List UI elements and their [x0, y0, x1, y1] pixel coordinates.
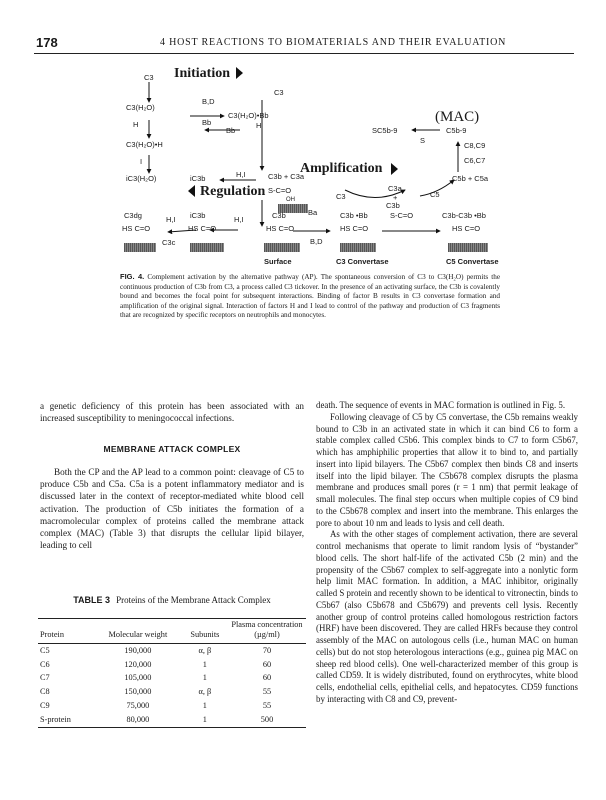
cell-weight: 150,000	[124, 687, 152, 697]
table-row	[38, 658, 306, 672]
table-row	[38, 699, 306, 713]
left-column	[40, 400, 304, 424]
label-bd: B,D	[202, 97, 215, 106]
label-ic3h2o: iC3(H₂O)	[126, 174, 157, 183]
table-title	[40, 595, 304, 605]
th-protein: Protein	[38, 619, 94, 644]
initiation-label: Initiation	[174, 66, 231, 81]
left-paragraph-2: Both the CP and the AP lead to a common point: cleavage of C5 to produce C5b and C5a. C5a is a potent inflammatory mediator and is discussed later in the context of receptor-mediated white blood cell activation. The production of C5b initiates the formation of a macromolecular complex of proteins called the membrane attack complex (MAC) (Table 3) that disrupts the cellular lipid bilayer, leading to cell	[40, 467, 304, 551]
label-h2: H	[256, 121, 262, 130]
label-c5b9: C5b-9	[446, 126, 467, 135]
cell-weight: 75,000	[126, 700, 150, 710]
label-ic3-1: iC3b	[190, 174, 206, 183]
label-i1: I	[140, 157, 143, 166]
table-caption: Proteins of the Membrane Attack Complex	[116, 595, 271, 605]
page-number: 178	[36, 35, 58, 50]
left-paragraph-1: a genetic deficiency of this protein has been associated with an increased susceptibility to meningococcal infections.	[40, 401, 304, 424]
cell-concentration: 55	[262, 687, 272, 697]
label-c3b-surf: C3b	[272, 211, 286, 220]
label-c3-amp: C3	[336, 192, 346, 201]
cell-subunits: 1	[182, 713, 228, 727]
label-hs-co3: HS C=O	[266, 224, 295, 233]
label-plus: +	[393, 193, 398, 202]
label-hs-co5: HS C=O	[452, 224, 481, 233]
label-oh: OH	[286, 197, 295, 203]
label-c8c9: C8,C9	[464, 141, 486, 150]
right-paragraph-2: Following cleavage of C5 by C5 convertase, the C5b remains weakly bound to C3b in an activated state in which it can bind C6 to form a stable complex called C5b6. This complex binds to C7 to form C5b67, which has amphiphilic properties that allow it to bind to, and partially insert into lipid bilayers. The C5b67 complex then binds C8 and inserts itself into the lipid bilayer. The C5b678 complex disrupts the plasma membrane and produces small pores (r = 1 nm) that permit leakage of small molecules. The final step occurs when multiple copies of C9 bind to the C5b678 complex and insert into the membrane. This enlarges the pore to about 10 nm and leads to lysis and cell death.	[316, 411, 578, 528]
label-h1: H	[133, 120, 139, 129]
table-row	[38, 713, 306, 727]
left-column-body	[40, 466, 304, 551]
label-s: S	[420, 136, 426, 145]
cell-protein: C5	[40, 645, 50, 655]
figure-caption-text: Complement activation by the alternative pathway (AP). The spontaneous conversion of C3 to C3(H₂O) permits the continuous production of C3b from C3, a process called C3 tickover. In the presence of an activating surface, the C3b is covalently bound and becomes the focal point for subsequent interactions. Binding of factor B results in C3 convertase formation and amplification of the original signal. Interaction of factors H and I lead to control of the pathway and production of C3 fragments that are recognized by specific receptors on neutrophils and monocytes.	[120, 273, 501, 320]
label-bb2: Bb	[226, 126, 236, 135]
label-sco2: S-C=O	[390, 211, 414, 220]
diagram-arrows	[0, 0, 606, 270]
label-hs-co2: HS C=O	[188, 224, 217, 233]
cell-subunits: 1	[202, 673, 207, 683]
figure-label: FIG. 4.	[120, 272, 145, 281]
amplification-arrow-icon	[391, 163, 398, 175]
label-c3h2obb: C3(H₂O)•Bb	[228, 111, 269, 120]
cell-subunits: α, β	[198, 645, 212, 655]
surface-bar-5	[340, 243, 376, 252]
label-c3-top: C3	[144, 73, 154, 82]
cell-subunits: 1	[202, 700, 207, 710]
label-c5: C5	[430, 190, 440, 199]
label-c3b-amp: C3b	[386, 201, 400, 210]
label-c3dg: C3dg	[124, 211, 142, 220]
right-column	[316, 400, 578, 706]
label-c5-convertase: C5 Convertase	[446, 257, 499, 266]
regulation-label: Regulation	[200, 184, 266, 199]
cell-subunits: α, β	[198, 687, 212, 697]
label-c3c: C3c	[162, 238, 176, 247]
label-hs-co4: HS C=O	[340, 224, 369, 233]
section-title: MEMBRANE ATTACK COMPLEX	[103, 444, 241, 454]
label-surface: Surface	[264, 257, 292, 266]
figure-caption	[120, 272, 500, 321]
cell-protein: C6	[40, 659, 50, 669]
cell-weight: 190,000	[124, 645, 152, 655]
cell-protein: S-protein	[38, 713, 94, 727]
table-row	[38, 644, 306, 658]
table-row	[38, 672, 306, 686]
label-c5b-c5a: C5b + C5a	[452, 174, 489, 183]
th-molecular-weight: Molecular weight	[94, 619, 182, 644]
cell-weight: 80,000	[94, 713, 182, 727]
label-c3bc3bbb: C3b-C3b •Bb	[442, 211, 486, 220]
th-subunits: Subunits	[182, 619, 228, 644]
table-label: TABLE 3	[73, 595, 111, 605]
label-ic3b-2: iC3b	[190, 211, 206, 220]
cell-concentration: 60	[262, 673, 272, 683]
label-c3bbb: C3b •Bb	[340, 211, 368, 220]
surface-bar-3	[190, 243, 224, 252]
th-plasma-concentration: Plasma concentration (µg/ml)	[228, 619, 306, 644]
label-c3a: C3a	[388, 184, 402, 193]
membrane-attack-table	[38, 618, 306, 728]
cell-weight: 105,000	[124, 673, 152, 683]
surface-bar-2	[124, 243, 156, 252]
label-c3-convertase: C3 Convertase	[336, 257, 389, 266]
cell-subunits: 1	[202, 659, 207, 669]
cell-protein: C8	[40, 687, 50, 697]
cell-concentration: 55	[262, 700, 272, 710]
label-sco1: S-C=O	[268, 186, 292, 195]
figure-4-diagram	[0, 0, 606, 270]
cell-concentration: 70	[262, 645, 272, 655]
initiation-arrow-icon	[236, 67, 243, 79]
cell-concentration: 500	[228, 713, 306, 727]
regulation-arrow-icon	[188, 185, 195, 197]
label-c3h2o: C3(H₂O)	[126, 103, 155, 112]
mac-label: (MAC)	[435, 109, 480, 125]
label-hs-co1: HS C=O	[122, 224, 151, 233]
right-paragraph-1: death. The sequence of events in MAC formation is outlined in Fig. 5.	[316, 400, 566, 410]
label-sc5b9: SC5b-9	[372, 126, 398, 135]
label-c3h2oh: C3(H₂O)•H	[126, 140, 163, 149]
right-paragraph-3: As with the other stages of complement activation, there are several control mechanisms that operate to limit random lysis of “bystander” blood cells. The short half-life of the activated C5b (2 min) and the propensity of the C5b67 complex to self-aggregate into a nonlytic form help limit MAC formation. In addition, a MAC inhibitor, originally called S protein and recently shown to be identical to vitronectin, binds to C5b67 (also C5b678 and C5b679) and prevents cell lysis. Recently another group of control proteins called homologous restriction factors (HRF) have been discovered. They are called HRFs because they control assembly of the MAC on autologous cells (i.e., human MAC on human cells) but do not stop heterologous interactions (e.g., guinea pig MAC on sheep red blood cells). One well-characterized member of this group is called CD59. It is widely distributed, found on erythrocytes, white blood cells, endothelial cells, epithelial cells, and hepatocytes. CD59 functions by interacting with C8 and C9, prevent-	[316, 529, 578, 704]
surface-bar-4	[264, 243, 300, 252]
cell-weight: 120,000	[124, 659, 152, 669]
cell-protein: C7	[40, 673, 50, 683]
cell-concentration: 60	[262, 659, 272, 669]
surface-bar-6	[448, 243, 488, 252]
label-c6c7: C6,C7	[464, 156, 486, 165]
amplification-label: Amplification	[300, 161, 383, 176]
table-row	[38, 685, 306, 699]
label-hi3: H,I	[234, 215, 244, 224]
label-hi2: H,I	[166, 215, 176, 224]
cell-protein: C9	[40, 700, 50, 710]
label-c3b-c3a: C3b + C3a	[268, 172, 305, 181]
label-bd2: B,D	[310, 237, 323, 246]
label-hi1: H,I	[236, 170, 246, 179]
label-bb1: Bb	[202, 118, 212, 127]
label-c3-mid: C3	[274, 88, 284, 97]
running-title: 4 HOST REACTIONS TO BIOMATERIALS AND THEIR EVALUATION	[160, 37, 507, 48]
label-ba: Ba	[308, 208, 318, 217]
